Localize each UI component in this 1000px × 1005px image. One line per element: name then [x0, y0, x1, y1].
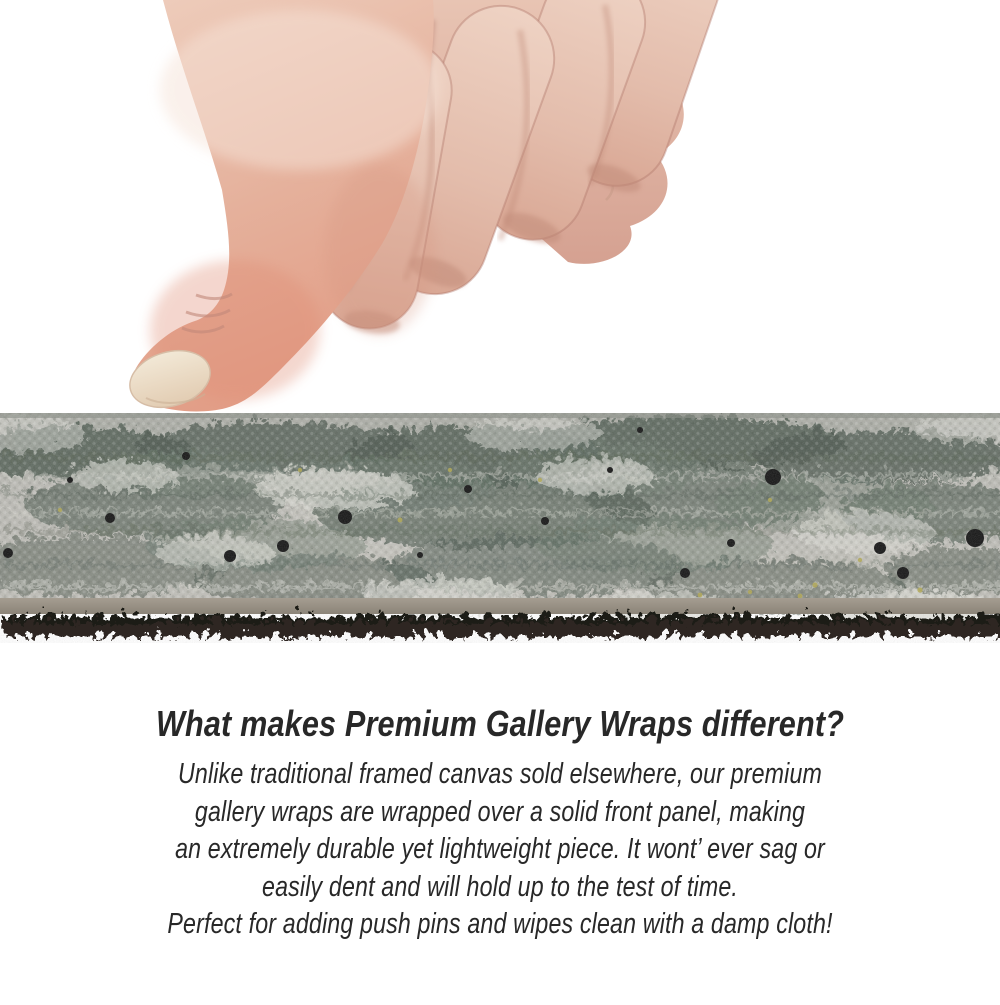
hand-photo: [123, 0, 733, 416]
caption-block: [0, 701, 1000, 944]
caption-line: easily dent and will hold up to the test of time.: [262, 870, 738, 903]
caption-heading: What makes Premium Gallery Wraps different?: [155, 703, 845, 744]
canvas-side-fold: [0, 598, 1000, 614]
canvas-strip: [0, 411, 1000, 638]
caption-line: Perfect for adding push pins and wipes clean with a damp cloth!: [167, 908, 833, 940]
caption-line: an extremely durable yet lightweight piece. It wont’ ever sag or: [175, 833, 825, 865]
caption-line: Unlike traditional framed canvas sold elsewhere, our premium: [177, 758, 823, 790]
caption-line: gallery wraps are wrapped over a solid front panel, making: [194, 795, 806, 828]
caption-body: [0, 756, 1000, 944]
